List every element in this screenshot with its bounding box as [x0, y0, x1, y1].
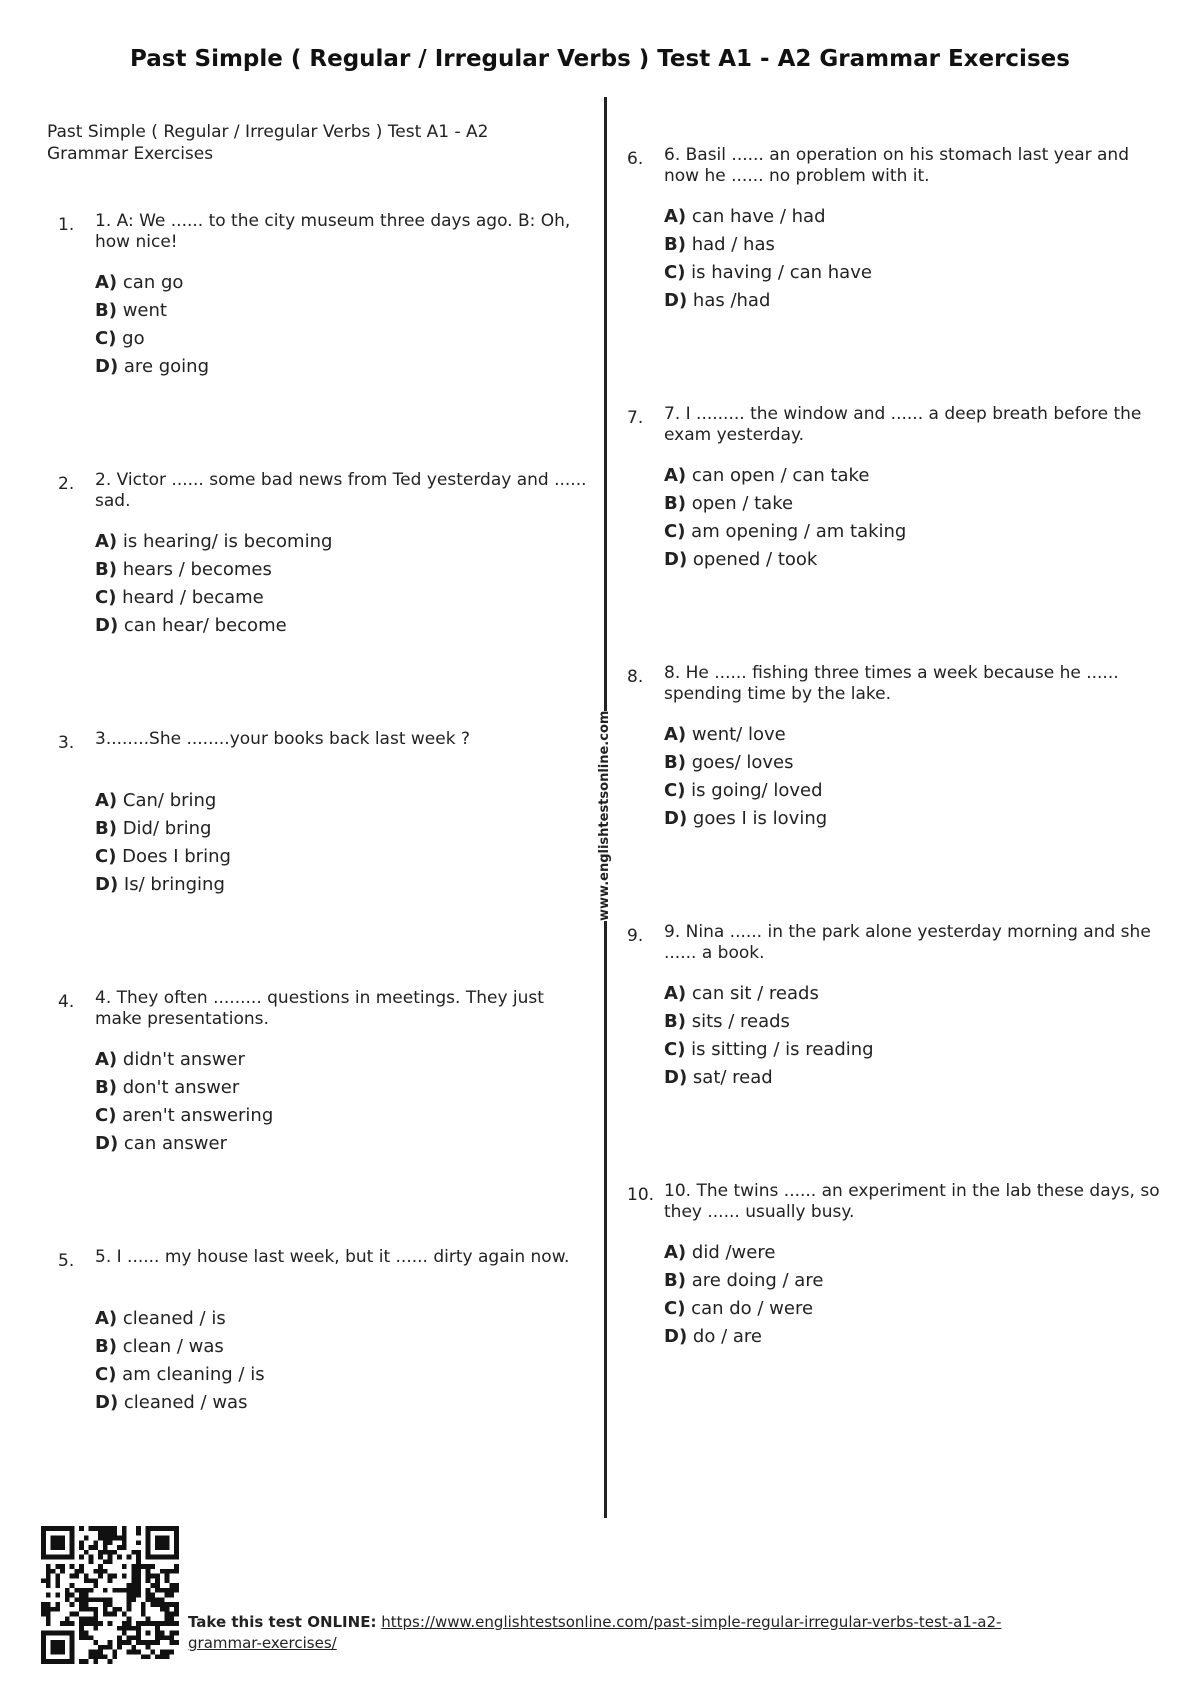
question-text: 1. A: We ...... to the city museum three days ago. B: Oh, how nice!: [95, 211, 571, 252]
answer-options: [664, 721, 1144, 833]
answer-option[interactable]: [95, 1130, 575, 1158]
option-letter: D): [95, 615, 119, 636]
question-text: 8. He ...... fishing three times a week because he ...... spending time by the lake.: [664, 663, 1119, 704]
option-letter: A): [95, 1308, 118, 1329]
answer-option[interactable]: [664, 462, 1144, 490]
option-text: hears / becomes: [122, 559, 272, 580]
answer-option[interactable]: [95, 1046, 575, 1074]
answer-option[interactable]: [95, 353, 575, 381]
answer-option[interactable]: [664, 1064, 1144, 1092]
option-letter: B): [95, 300, 117, 321]
option-text: Does I bring: [122, 846, 231, 867]
answer-option[interactable]: [95, 1361, 575, 1389]
answer-option[interactable]: [95, 1389, 575, 1417]
answer-option[interactable]: [664, 259, 1144, 287]
option-text: Is/ bringing: [123, 874, 225, 895]
option-letter: C): [664, 521, 686, 542]
footer-label: Take this test ONLINE:: [188, 1613, 377, 1631]
intro-text: Past Simple ( Regular / Irregular Verbs ) Test A1 - A2 Grammar Exercises: [47, 122, 489, 164]
option-text: can do / were: [691, 1298, 814, 1319]
option-letter: C): [95, 1364, 117, 1385]
answer-option[interactable]: [664, 1008, 1144, 1036]
answer-option[interactable]: [95, 612, 575, 640]
option-text: had / has: [691, 234, 775, 255]
qr-code-icon: [41, 1526, 179, 1664]
option-letter: A): [664, 465, 687, 486]
answer-option[interactable]: [664, 490, 1144, 518]
question-text: 2. Victor ...... some bad news from Ted yesterday and ...... sad.: [95, 470, 587, 511]
option-letter: C): [664, 262, 686, 283]
option-letter: C): [664, 1039, 686, 1060]
answer-option[interactable]: [95, 556, 575, 584]
answer-option[interactable]: [95, 584, 575, 612]
answer-option[interactable]: [664, 1323, 1144, 1351]
option-letter: C): [95, 1105, 117, 1126]
option-text: heard / became: [122, 587, 264, 608]
option-text: cleaned / is: [122, 1308, 226, 1329]
question-number: 9.: [627, 926, 644, 946]
option-text: Did/ bring: [122, 818, 212, 839]
option-text: went: [122, 300, 167, 321]
question-text: 5. I ...... my house last week, but it ...... dirty again now.: [95, 1247, 570, 1267]
answer-option[interactable]: [95, 325, 575, 353]
answer-option[interactable]: [664, 203, 1144, 231]
option-text: sat/ read: [692, 1067, 773, 1088]
option-letter: B): [95, 1077, 117, 1098]
option-text: can have / had: [691, 206, 826, 227]
option-letter: D): [95, 1392, 119, 1413]
question-number: 5.: [58, 1251, 75, 1271]
question-number: 1.: [58, 215, 75, 235]
question-number: 2.: [58, 474, 75, 494]
question-text: 6. Basil ...... an operation on his stomach last year and now he ...... no problem with it.: [664, 145, 1130, 186]
option-text: sits / reads: [691, 1011, 790, 1032]
answer-options: [664, 203, 1144, 315]
answer-option[interactable]: [95, 269, 575, 297]
option-letter: A): [95, 1049, 118, 1070]
question-number: 3.: [58, 733, 75, 753]
footer-link[interactable]: https://www.englishtestsonline.com/past-simple-regular-irregular-verbs-test-a1-a2-grammar-exercises/: [188, 1613, 1002, 1652]
answer-option[interactable]: [664, 1036, 1144, 1064]
option-letter: A): [664, 206, 687, 227]
option-text: is having / can have: [691, 262, 872, 283]
answer-options: [664, 462, 1144, 574]
option-letter: B): [95, 1336, 117, 1357]
option-text: don't answer: [122, 1077, 240, 1098]
option-text: goes I is loving: [692, 808, 828, 829]
question-number: 8.: [627, 667, 644, 687]
answer-option[interactable]: [95, 1074, 575, 1102]
option-letter: D): [95, 356, 119, 377]
option-text: is going/ loved: [691, 780, 823, 801]
option-letter: C): [664, 780, 686, 801]
question-text: 10. The twins ...... an experiment in the lab these days, so they ...... usually busy.: [664, 1181, 1160, 1222]
answer-option[interactable]: [664, 1267, 1144, 1295]
option-text: can hear/ become: [123, 615, 287, 636]
footer: [188, 1612, 1068, 1654]
option-letter: D): [664, 549, 688, 570]
question-number: 6.: [627, 149, 644, 169]
answer-option[interactable]: [664, 980, 1144, 1008]
answer-option[interactable]: [95, 871, 575, 899]
option-letter: A): [664, 1242, 687, 1263]
option-letter: B): [95, 818, 117, 839]
answer-options: [664, 980, 1144, 1092]
answer-option[interactable]: [95, 815, 575, 843]
answer-option[interactable]: [664, 1295, 1144, 1323]
answer-options: [95, 787, 575, 899]
option-text: am opening / am taking: [691, 521, 907, 542]
option-text: open / take: [691, 493, 794, 514]
option-letter: D): [664, 808, 688, 829]
option-text: aren't answering: [122, 1105, 274, 1126]
option-text: goes/ loves: [691, 752, 794, 773]
page-title: Past Simple ( Regular / Irregular Verbs ) Test A1 - A2 Grammar Exercises: [130, 46, 1070, 72]
option-text: Can/ bring: [122, 790, 217, 811]
option-text: go: [122, 328, 145, 349]
question-text: 9. Nina ...... in the park alone yesterday morning and she ...... a book.: [664, 922, 1151, 963]
option-letter: B): [664, 1011, 686, 1032]
answer-option[interactable]: [664, 287, 1144, 315]
option-text: is hearing/ is becoming: [122, 531, 333, 552]
answer-options: [95, 1046, 575, 1158]
option-letter: B): [664, 1270, 686, 1291]
option-text: clean / was: [122, 1336, 224, 1357]
option-letter: A): [664, 724, 687, 745]
question-text: 3........She ........your books back last week ?: [95, 729, 470, 749]
answer-options: [95, 1305, 575, 1417]
answer-option[interactable]: [95, 787, 575, 815]
option-letter: D): [664, 1326, 688, 1347]
answer-options: [95, 269, 575, 381]
option-letter: D): [664, 290, 688, 311]
question-text: 4. They often ......... questions in meetings. They just make presentations.: [95, 988, 544, 1029]
option-text: went/ love: [691, 724, 786, 745]
answer-option[interactable]: [664, 518, 1144, 546]
option-letter: C): [95, 587, 117, 608]
answer-option[interactable]: [95, 297, 575, 325]
option-letter: A): [95, 531, 118, 552]
option-text: can open / can take: [691, 465, 870, 486]
answer-option[interactable]: [95, 528, 575, 556]
option-letter: D): [95, 874, 119, 895]
option-text: has /had: [692, 290, 771, 311]
answer-option[interactable]: [664, 546, 1144, 574]
answer-option[interactable]: [664, 231, 1144, 259]
option-text: do / are: [692, 1326, 762, 1347]
answer-option[interactable]: [664, 721, 1144, 749]
option-letter: D): [664, 1067, 688, 1088]
option-text: did /were: [691, 1242, 776, 1263]
answer-option[interactable]: [95, 1305, 575, 1333]
answer-options: [95, 528, 575, 640]
option-letter: C): [95, 328, 117, 349]
question-number: 7.: [627, 408, 644, 428]
question-text: 7. I ......... the window and ...... a deep breath before the exam yesterday.: [664, 404, 1142, 445]
option-letter: B): [664, 752, 686, 773]
answer-option[interactable]: [664, 749, 1144, 777]
answer-options: [664, 1239, 1144, 1351]
option-text: am cleaning / is: [122, 1364, 265, 1385]
option-letter: D): [95, 1133, 119, 1154]
answer-option[interactable]: [95, 843, 575, 871]
option-text: cleaned / was: [123, 1392, 248, 1413]
option-letter: A): [664, 983, 687, 1004]
option-letter: B): [95, 559, 117, 580]
option-text: is sitting / is reading: [691, 1039, 874, 1060]
option-letter: B): [664, 234, 686, 255]
option-text: are going: [123, 356, 210, 377]
answer-option[interactable]: [664, 777, 1144, 805]
option-text: can answer: [123, 1133, 227, 1154]
question-number: 4.: [58, 992, 75, 1012]
answer-option[interactable]: [664, 805, 1144, 833]
answer-option[interactable]: [95, 1333, 575, 1361]
site-stamp: www.englishtestsonline.com: [594, 711, 616, 921]
option-text: opened / took: [692, 549, 818, 570]
question-number: 10.: [627, 1185, 655, 1205]
option-letter: B): [664, 493, 686, 514]
option-text: didn't answer: [122, 1049, 245, 1070]
answer-option[interactable]: [664, 1239, 1144, 1267]
option-text: can go: [122, 272, 184, 293]
option-letter: A): [95, 272, 118, 293]
option-letter: A): [95, 790, 118, 811]
option-text: can sit / reads: [691, 983, 819, 1004]
option-letter: C): [95, 846, 117, 867]
option-letter: C): [664, 1298, 686, 1319]
answer-option[interactable]: [95, 1102, 575, 1130]
option-text: are doing / are: [691, 1270, 824, 1291]
